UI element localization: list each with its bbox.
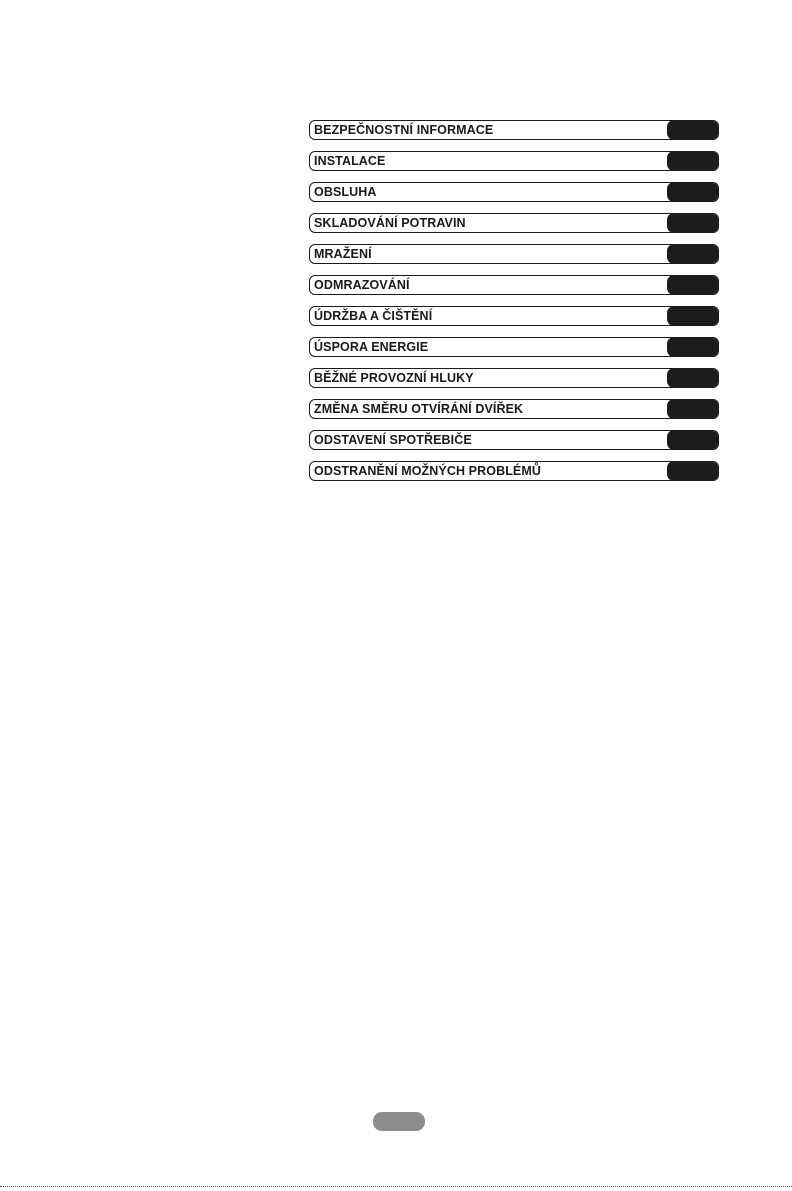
toc-item-label: ZMĚNA SMĚRU OTVÍRÁNÍ DVÍŘEK: [314, 402, 524, 416]
toc-page-tab: [667, 182, 719, 202]
toc-item-uspora-energie[interactable]: [309, 337, 719, 357]
toc-page-tab: [667, 244, 719, 264]
toc-item-label: ÚDRŽBA A ČIŠTĚNÍ: [314, 309, 433, 323]
toc-item-label: INSTALACE: [314, 154, 386, 168]
toc-page-tab: [667, 275, 719, 295]
toc-item-odmrazovani[interactable]: [309, 275, 719, 295]
toc-item-label: MRAŽENÍ: [314, 247, 372, 261]
toc-item-skladovani-potravin[interactable]: [309, 213, 719, 233]
toc-item-label: ODSTRANĚNÍ MOŽNÝCH PROBLÉMŮ: [314, 464, 542, 478]
toc-item-bezpecnostni-informace[interactable]: [309, 120, 719, 140]
toc-page-tab: [667, 430, 719, 450]
crop-line: [0, 1186, 792, 1187]
toc-item-label: BEZPEČNOSTNÍ INFORMACE: [314, 123, 494, 137]
page-number-pill: [373, 1112, 425, 1131]
toc-page-tab: [667, 337, 719, 357]
toc-item-label: BĚŽNÉ PROVOZNÍ HLUKY: [314, 371, 474, 385]
toc-item-label: SKLADOVÁNÍ POTRAVIN: [314, 216, 466, 230]
toc-page-tab: [667, 399, 719, 419]
toc-item-odstraneni-moznych-problemu[interactable]: [309, 461, 719, 481]
table-of-contents: [309, 120, 719, 492]
toc-item-obsluha[interactable]: [309, 182, 719, 202]
toc-item-odstaveni-spotrebice[interactable]: [309, 430, 719, 450]
toc-item-label: ODMRAZOVÁNÍ: [314, 278, 410, 292]
toc-item-label: ODSTAVENÍ SPOTŘEBIČE: [314, 433, 472, 447]
toc-item-label: OBSLUHA: [314, 185, 377, 199]
toc-item-zmena-smeru-otvirani-dvirek[interactable]: [309, 399, 719, 419]
toc-page-tab: [667, 461, 719, 481]
toc-item-bezne-provozni-hluky[interactable]: [309, 368, 719, 388]
toc-page-tab: [667, 120, 719, 140]
toc-page-tab: [667, 306, 719, 326]
toc-item-label: ÚSPORA ENERGIE: [314, 340, 429, 354]
toc-item-instalace[interactable]: [309, 151, 719, 171]
toc-page-tab: [667, 368, 719, 388]
toc-page-tab: [667, 151, 719, 171]
toc-page-tab: [667, 213, 719, 233]
toc-item-mrazeni[interactable]: [309, 244, 719, 264]
toc-item-udrzba-a-cisteni[interactable]: [309, 306, 719, 326]
